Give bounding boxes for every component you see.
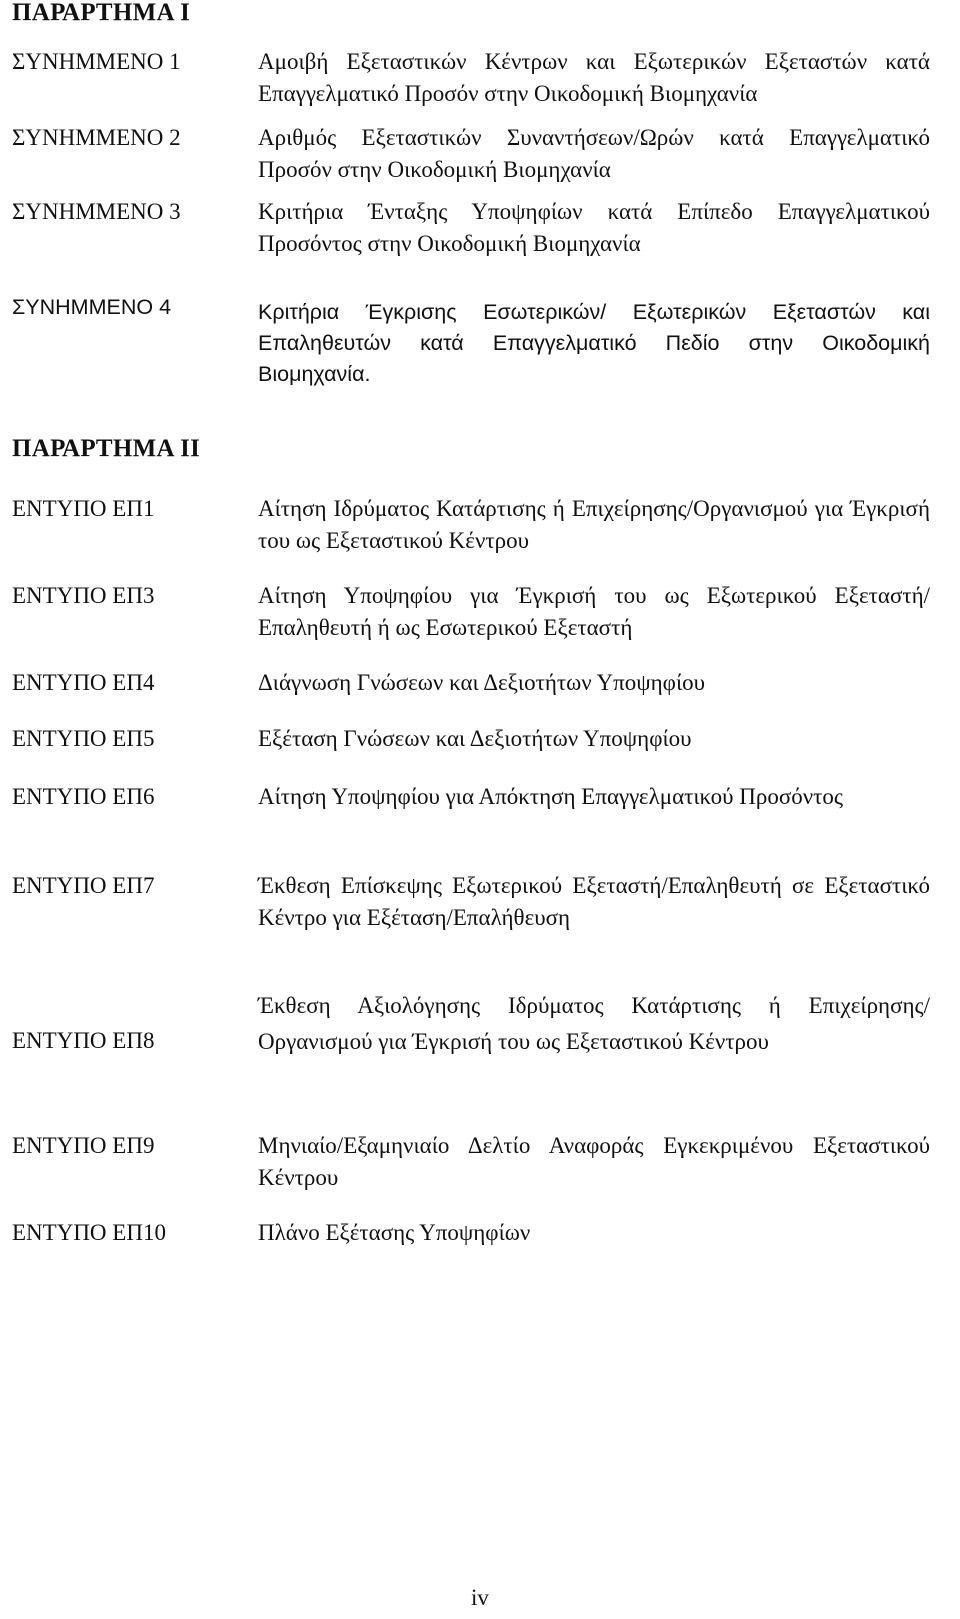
form-ep5-label: ΕΝΤΥΠΟ ΕΠ5 [12, 726, 155, 751]
form-ep7-label: ΕΝΤΥΠΟ ΕΠ7 [12, 873, 155, 898]
form-ep3-text: Αίτηση Υποψηφίου για Έγκρισή του ως Εξωτερικού Εξεταστή/ Επαληθευτή ή ως Εσωτερικού Εξεταστή [258, 583, 930, 640]
attachment-1-label: ΣΥΝΗΜΜΕΝΟ 1 [12, 49, 181, 74]
form-ep5-text: Εξέταση Γνώσεων και Δεξιοτήτων Υποψηφίου [258, 726, 692, 751]
form-ep6-text: Αίτηση Υποψηφίου για Απόκτηση Επαγγελματικού Προσόντος [258, 784, 844, 809]
annex-1-title: ΠΑΡΑΡΤΗΜΑ Ι [12, 0, 191, 26]
form-ep4-label: ΕΝΤΥΠΟ ΕΠ4 [12, 670, 155, 695]
form-ep8-text: Έκθεση Αξιολόγησης Ιδρύματος Κατάρτισης ή Επιχείρησης/Οργανισμού για Έγκρισή του ως Εξεταστικού Κέντρου [258, 993, 930, 1054]
form-ep10-label: ΕΝΤΥΠΟ ΕΠ10 [12, 1220, 166, 1245]
form-ep9-text: Μηνιαίο/Εξαμηνιαίο Δελτίο Αναφοράς Εγκεκριμένου Εξεταστικού Κέντρου [258, 1133, 930, 1190]
form-ep1-text: Αίτηση Ιδρύματος Κατάρτισης ή Επιχείρησης/Οργανισμού για Έγκρισή του ως Εξεταστικού Κέντρου [258, 496, 930, 553]
attachment-4-label: ΣΥΝΗΜΜΕΝΟ 4 [12, 295, 172, 319]
form-ep4-text: Διάγνωση Γνώσεων και Δεξιοτήτων Υποψηφίου [258, 670, 706, 695]
form-ep6-label: ΕΝΤΥΠΟ ΕΠ6 [12, 784, 155, 809]
attachment-1-text: Αμοιβή Εξεταστικών Κέντρων και Εξωτερικών Εξεταστών κατά Επαγγελματικό Προσόν στην Οικοδομική Βιομηχανία [258, 49, 930, 106]
attachment-4-text: Κριτήρια Έγκρισης Εσωτερικών/ Εξωτερικών Εξεταστών και Επαληθευτών κατά Επαγγελματικό Πεδίο στην Οικοδομική Βιομηχανία. [258, 300, 930, 386]
annex-2-title: ΠΑΡΑΡΤΗΜΑ ΙΙ [12, 435, 201, 462]
form-ep8-label: ΕΝΤΥΠΟ ΕΠ8 [12, 1028, 155, 1053]
attachment-2-label: ΣΥΝΗΜΜΕΝΟ 2 [12, 125, 181, 150]
page-number: iv [471, 1585, 489, 1610]
attachment-2-text: Αριθμός Εξεταστικών Συναντήσεων/Ωρών κατά Επαγγελματικό Προσόν στην Οικοδομική Βιομηχανία [258, 125, 930, 182]
form-ep1-label: ΕΝΤΥΠΟ ΕΠ1 [12, 496, 155, 521]
form-ep10-text: Πλάνο Εξέτασης Υποψηφίων [258, 1220, 531, 1245]
form-ep9-label: ΕΝΤΥΠΟ ΕΠ9 [12, 1133, 155, 1158]
form-ep7-text: Έκθεση Επίσκεψης Εξωτερικού Εξεταστή/Επαληθευτή σε Εξεταστικό Κέντρο για Εξέταση/Επαλήθευση [258, 873, 930, 930]
attachment-3-text: Κριτήρια Ένταξης Υποψηφίων κατά Επίπεδο Επαγγελματικού Προσόντος στην Οικοδομική Βιομηχανία [258, 199, 930, 256]
attachment-3-label: ΣΥΝΗΜΜΕΝΟ 3 [12, 199, 181, 224]
form-ep3-label: ΕΝΤΥΠΟ ΕΠ3 [12, 583, 155, 608]
